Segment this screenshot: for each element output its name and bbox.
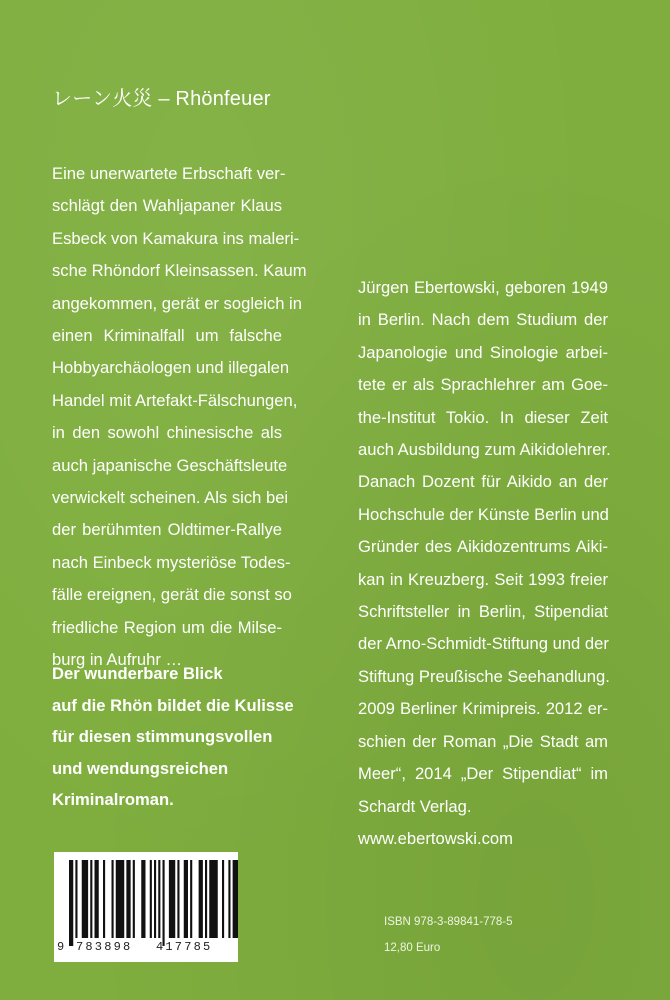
highlight-line: Kriminalroman. bbox=[52, 790, 174, 810]
barcode-group-left: 783898 bbox=[76, 940, 133, 954]
price-label: 12,80 Euro bbox=[384, 942, 441, 954]
barcode-bar bbox=[150, 860, 152, 938]
barcode-bar bbox=[82, 860, 88, 938]
barcode-bar bbox=[177, 860, 179, 938]
blurb-line: fälle ereignen, gerät die sonst so bbox=[52, 585, 292, 605]
author-line: Japanologie und Sinologie arbei- bbox=[358, 342, 608, 362]
author-line: schien der Roman „Die Stadt am bbox=[358, 731, 608, 751]
highlight-line: für diesen stimmungsvollen bbox=[52, 727, 273, 747]
highlight-text bbox=[52, 658, 292, 816]
barcode-bar bbox=[154, 860, 156, 938]
blurb-line: Handel mit Artefakt-Fälschungen, bbox=[52, 390, 298, 410]
blurb-line: angekommen, gerät er sogleich in bbox=[52, 293, 302, 313]
barcode-bar bbox=[141, 860, 145, 938]
barcode bbox=[54, 852, 238, 962]
blurb-line: sche Rhöndorf Kleinsassen. Kaum bbox=[52, 261, 307, 281]
barcode-digit-first: 9 bbox=[57, 940, 65, 954]
highlight-line: Der wunderbare Blick bbox=[52, 664, 223, 683]
author-line: Schriftsteller in Berlin, Stipendiat bbox=[358, 602, 608, 622]
blurb-line: auch japanische Geschäftsleute bbox=[52, 455, 288, 475]
blurb-line: nach Einbeck mysteriöse Todes- bbox=[52, 552, 291, 572]
author-line: Stiftung Preußische Seehandlung. bbox=[358, 666, 610, 686]
author-line: tete er als Sprachlehrer am Goe- bbox=[358, 375, 608, 395]
blurb-line: einen Kriminalfall um falsche bbox=[52, 326, 282, 346]
author-line: in Berlin. Nach dem Studium der bbox=[358, 310, 608, 330]
highlight-line: auf die Rhön bildet die Kulisse bbox=[52, 695, 294, 715]
blurb-line: in den sowohl chinesische als bbox=[52, 423, 282, 443]
author-line: Meer“, 2014 „Der Stipendiat“ im bbox=[358, 764, 608, 784]
barcode-bar bbox=[163, 860, 165, 946]
barcode-bar bbox=[116, 860, 125, 938]
barcode-bar bbox=[190, 860, 192, 938]
author-line: Gründer des Aikidozentrums Aiki- bbox=[358, 537, 608, 557]
blurb-line: Hobbyarchäologen und illegalen bbox=[52, 358, 290, 378]
blurb-line: Eine unerwartete Erbschaft ver- bbox=[52, 164, 286, 183]
barcode-bar bbox=[222, 860, 224, 938]
author-line: Jürgen Ebertowski, geboren 1949 bbox=[358, 278, 608, 297]
blurb-line: schlägt den Wahljapaner Klaus bbox=[52, 196, 282, 216]
barcode-bar bbox=[103, 860, 105, 938]
author-website: www.ebertowski.com bbox=[358, 828, 513, 848]
barcode-bar bbox=[90, 860, 92, 938]
isbn-number: ISBN 978-3-89841-778-5 bbox=[384, 916, 513, 928]
barcode-bar bbox=[112, 860, 114, 938]
barcode-bar bbox=[69, 860, 73, 946]
book-title: レーン火災 – Rhönfeuer bbox=[52, 88, 271, 110]
author-line: Hochschule der Künste Berlin und bbox=[358, 504, 609, 524]
barcode-bar bbox=[126, 860, 130, 938]
barcode-digits bbox=[54, 940, 238, 958]
barcode-bar bbox=[205, 860, 207, 938]
author-bio bbox=[358, 272, 611, 855]
barcode-bar bbox=[228, 860, 230, 938]
barcode-group-right: 417785 bbox=[156, 940, 213, 954]
barcode-bar bbox=[209, 860, 218, 938]
blurb-line: Esbeck von Kamakura ins maleri- bbox=[52, 228, 300, 248]
author-line: kan in Kreuzberg. Seit 1993 freier bbox=[358, 569, 608, 589]
barcode-bar bbox=[133, 860, 135, 938]
author-line: auch Ausbildung zum Aikidolehrer. bbox=[358, 440, 611, 460]
barcode-bar bbox=[199, 860, 203, 938]
barcode-bar bbox=[184, 860, 188, 938]
author-line: der Arno-Schmidt-Stiftung und der bbox=[358, 634, 609, 654]
blurb-line: burg in Aufruhr … bbox=[52, 650, 183, 670]
author-line: the-Institut Tokio. In dieser Zeit bbox=[358, 407, 608, 427]
author-line: Schardt Verlag. bbox=[358, 796, 472, 816]
blurb-line: verwickelt scheinen. Als sich bei bbox=[52, 488, 289, 508]
barcode-bar bbox=[158, 860, 160, 938]
highlight-line: und wendungsreichen bbox=[52, 758, 229, 778]
author-line: Danach Dozent für Aikido an der bbox=[358, 472, 608, 492]
barcode-bar bbox=[169, 860, 175, 938]
barcode-bar bbox=[233, 860, 238, 938]
barcode-bar bbox=[75, 860, 77, 938]
blurb-line: friedliche Region um die Milse- bbox=[52, 617, 282, 637]
barcode-bar bbox=[95, 860, 99, 938]
blurb-text bbox=[52, 158, 307, 677]
author-line: 2009 Berliner Krimipreis. 2012 er- bbox=[358, 699, 608, 719]
blurb-line: der berühmten Oldtimer-Rallye bbox=[52, 520, 282, 540]
